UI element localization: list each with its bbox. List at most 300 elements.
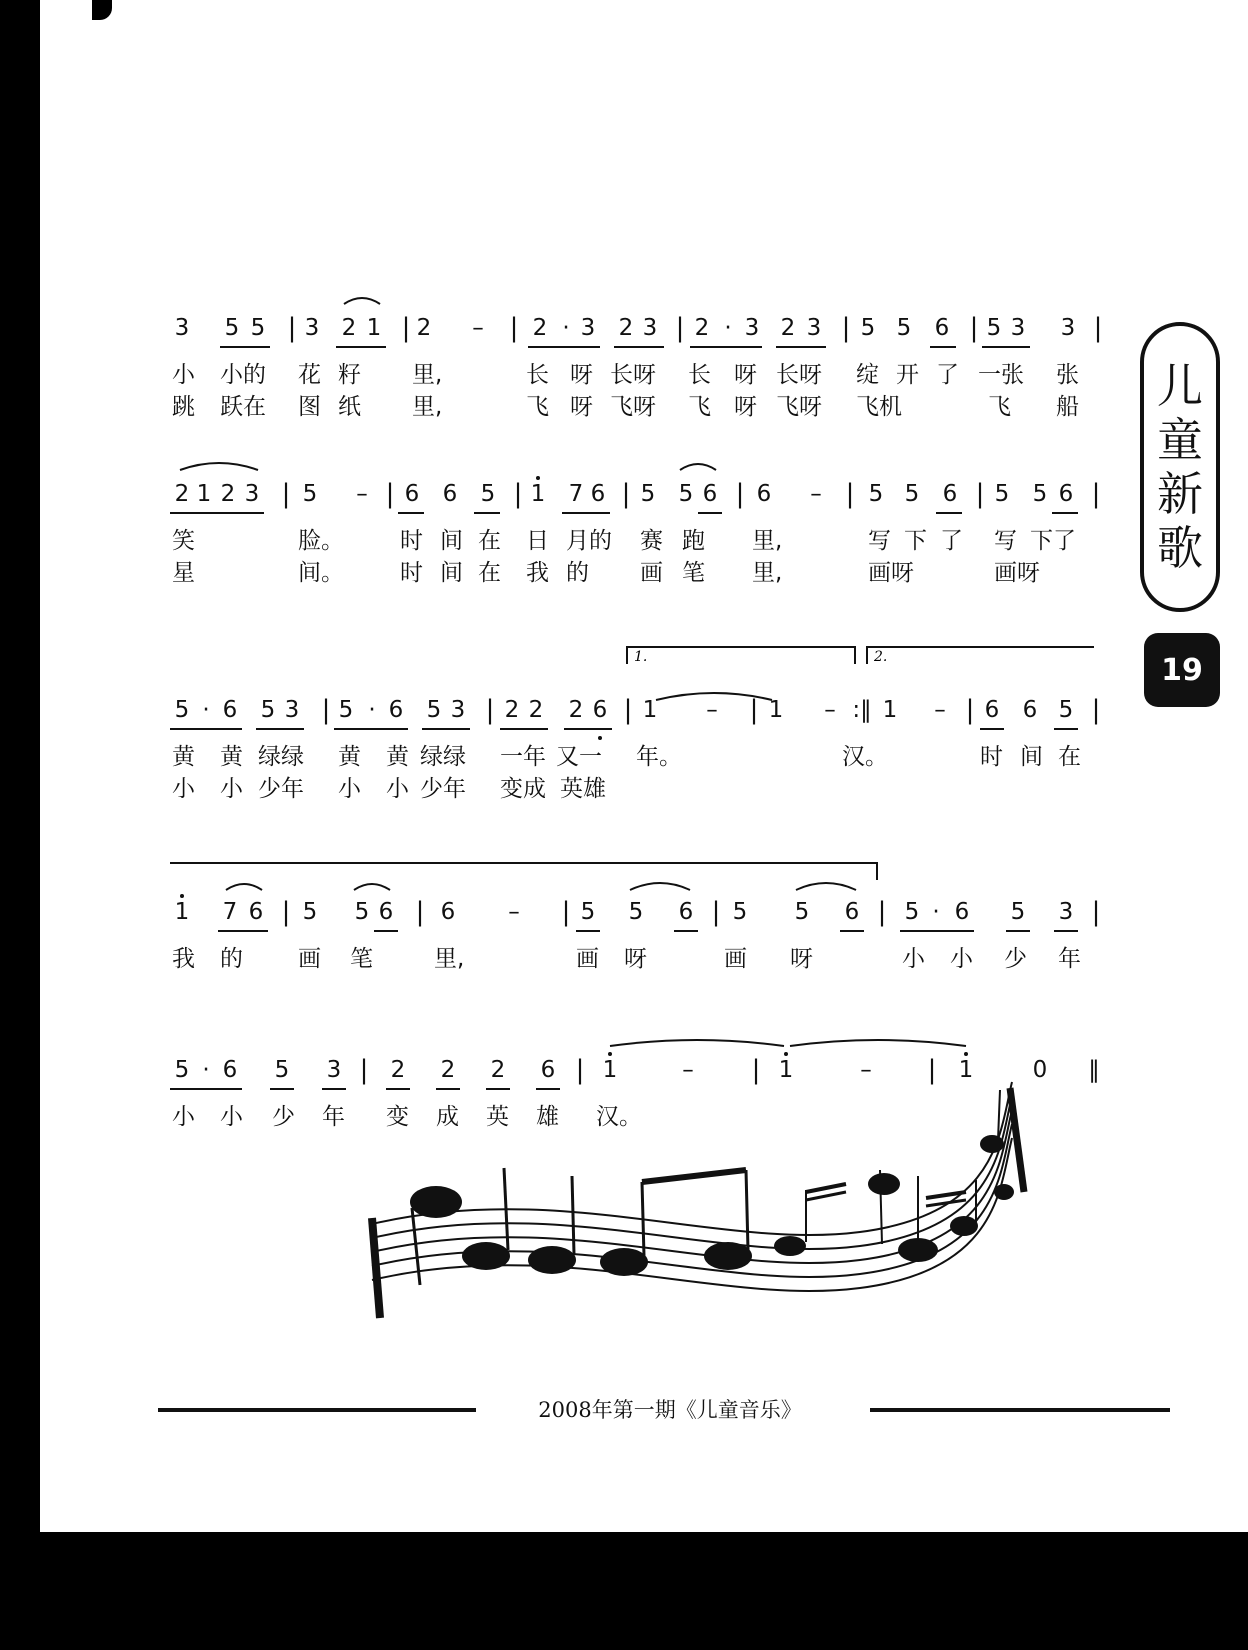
note-digit: 6	[442, 481, 458, 507]
note-digit: 3	[304, 315, 320, 341]
note-digit: 5	[274, 1057, 290, 1083]
note-digit: 5	[868, 481, 884, 507]
lyric-word: 里,	[752, 528, 783, 554]
beam-underline	[170, 1088, 242, 1090]
note-digit: 3	[580, 315, 596, 341]
slur-arc	[354, 884, 390, 890]
note-digit: 1	[366, 315, 382, 341]
bar-line: |	[485, 695, 495, 725]
note-digit: 5	[994, 481, 1010, 507]
lyric-word: 间	[440, 528, 463, 554]
lyric-word: 小	[950, 946, 973, 972]
notation-row	[0, 896, 1248, 936]
beam-underline	[1054, 728, 1078, 730]
lyric-word: 图	[298, 394, 321, 420]
lyric-word: 少年	[420, 776, 466, 802]
note-stem	[412, 1208, 420, 1285]
note-digit: 6	[984, 697, 1000, 723]
beam-underline	[422, 728, 470, 730]
lyric-word: 年。	[636, 744, 682, 770]
note-digit: 1	[642, 697, 658, 723]
note-digit: 6	[954, 899, 970, 925]
lyric-word: 一年	[500, 744, 546, 770]
lyric-word: 籽	[338, 362, 361, 388]
lyric-word: 的	[220, 946, 243, 972]
lyric-verse-row	[0, 392, 1248, 422]
note-digit: 6	[590, 481, 606, 507]
lyric-word: 开	[896, 362, 919, 388]
note-digit: 5	[260, 697, 276, 723]
note-digit: 5	[302, 481, 318, 507]
note-head	[704, 1242, 752, 1270]
note-digit: 2	[440, 1057, 456, 1083]
lyric-word: 雄	[536, 1104, 559, 1130]
note-digit: 6	[222, 1057, 238, 1083]
notation-row	[0, 478, 1248, 518]
note-digit: 6	[1058, 481, 1074, 507]
bar-line: |	[749, 695, 759, 725]
lyric-word: 小	[902, 946, 925, 972]
lyric-word: 飞呀	[610, 394, 656, 420]
note-digit: 5	[426, 697, 442, 723]
beam-underline	[334, 728, 408, 730]
note-digit: 3	[244, 481, 260, 507]
beam-underline	[398, 512, 424, 514]
lyric-word: 间	[440, 560, 463, 586]
note-digit: 2	[694, 315, 710, 341]
lyric-word: 笔	[350, 946, 373, 972]
note-digit: –	[472, 315, 484, 341]
note-head	[462, 1242, 510, 1270]
note-digit: 5	[338, 697, 354, 723]
lyric-word: 间	[1020, 744, 1043, 770]
beam-underline	[614, 346, 664, 348]
lyric-word: 画	[724, 946, 747, 972]
note-digit: :‖	[852, 697, 872, 723]
bar-line: |	[401, 313, 411, 343]
lyric-word: 了	[936, 362, 959, 388]
lyric-word: 英雄	[560, 776, 606, 802]
bar-line: |	[877, 897, 887, 927]
volta-first-ending	[626, 646, 856, 664]
bar-line: |	[623, 695, 633, 725]
bar-line: |	[385, 479, 395, 509]
bar-line: |	[513, 479, 523, 509]
lyric-word: 下	[904, 528, 927, 554]
note-digit: 6	[592, 697, 608, 723]
lyric-word: 长	[688, 362, 711, 388]
volta-continuation-line	[170, 862, 878, 864]
note-stem	[642, 1182, 644, 1256]
bar-line: |	[287, 313, 297, 343]
note-flag	[806, 1184, 846, 1192]
lyric-word: 长	[526, 362, 549, 388]
note-digit: 2	[220, 481, 236, 507]
volta-second-label: 2.	[874, 649, 888, 665]
note-digit: 3	[642, 315, 658, 341]
note-digit: 6	[934, 315, 950, 341]
note-digit: –	[810, 481, 822, 507]
octave-dot-above	[784, 1052, 788, 1056]
lyric-word: 跑	[682, 528, 705, 554]
lyric-word: 里,	[412, 394, 443, 420]
octave-dot-above	[536, 476, 540, 480]
beam-underline	[436, 1088, 460, 1090]
note-digit: 3	[450, 697, 466, 723]
beam-underline	[562, 512, 610, 514]
lyric-word: 里,	[412, 362, 443, 388]
bar-line: |	[965, 695, 975, 725]
lyric-word: 小	[338, 776, 361, 802]
lyric-word: 少	[1004, 946, 1027, 972]
lyric-word: 在	[478, 528, 501, 554]
lyric-word: 船	[1056, 394, 1079, 420]
lyric-word: 呀	[624, 946, 647, 972]
lyric-word: 飞	[688, 394, 711, 420]
note-digit: 6	[678, 899, 694, 925]
note-digit: 0	[1032, 1057, 1048, 1083]
note-digit: 6	[942, 481, 958, 507]
beam-underline	[536, 1088, 560, 1090]
note-digit: 5	[174, 697, 190, 723]
note-digit: 5	[1058, 697, 1074, 723]
lyric-word: 小的	[220, 362, 266, 388]
beam-underline	[220, 346, 270, 348]
note-digit: 6	[1022, 697, 1038, 723]
beam-underline	[386, 1088, 410, 1090]
lyric-word: 小	[386, 776, 409, 802]
note-digit: –	[824, 697, 836, 723]
notation-row	[0, 694, 1248, 734]
note-beam	[642, 1170, 746, 1182]
note-digit: ·	[368, 697, 376, 723]
note-digit: 7	[222, 899, 238, 925]
lyric-word: 汉。	[596, 1104, 642, 1130]
lyric-word: 小	[172, 776, 195, 802]
lyric-word: 长呀	[776, 362, 822, 388]
note-digit: 1	[778, 1057, 794, 1083]
lyric-word: 飞	[988, 394, 1011, 420]
bar-line: |	[359, 1055, 369, 1085]
note-digit: 2	[341, 315, 357, 341]
lyric-word: 呀	[570, 394, 593, 420]
note-head	[774, 1236, 806, 1256]
slur-arc	[610, 1040, 784, 1046]
lyric-word: 我	[526, 560, 549, 586]
note-digit: 1	[196, 481, 212, 507]
note-digit: 5	[904, 899, 920, 925]
bar-line: |	[969, 313, 979, 343]
lyric-verse-row	[0, 1102, 1248, 1132]
staff-barline-left	[372, 1218, 380, 1318]
lyric-word: 在	[478, 560, 501, 586]
note-digit: ‖	[1088, 1057, 1100, 1083]
bar-line: |	[575, 1055, 585, 1085]
note-digit: ·	[724, 315, 732, 341]
lyric-word: 时	[400, 528, 423, 554]
lyric-word: 的	[566, 560, 589, 586]
lyric-word: 黄	[338, 744, 361, 770]
note-digit: 6	[404, 481, 420, 507]
note-digit: 6	[248, 899, 264, 925]
note-digit: ·	[202, 1057, 210, 1083]
note-digit: 1	[530, 481, 546, 507]
lyric-word: 时	[400, 560, 423, 586]
note-digit: 6	[540, 1057, 556, 1083]
notation-row	[0, 312, 1248, 352]
lyric-word: 又一	[556, 744, 602, 770]
bar-line: |	[281, 897, 291, 927]
lyric-word: 笔	[682, 560, 705, 586]
lyric-word: 赛	[640, 528, 663, 554]
lyric-word: 一张	[978, 362, 1024, 388]
note-digit: 2	[390, 1057, 406, 1083]
lyric-word: 绽	[856, 362, 879, 388]
beam-underline	[336, 346, 386, 348]
lyric-word: 小	[220, 776, 243, 802]
note-digit: 3	[744, 315, 760, 341]
beam-underline	[528, 346, 600, 348]
note-digit: 5	[580, 899, 596, 925]
note-head	[980, 1135, 1004, 1153]
note-digit: 5	[986, 315, 1002, 341]
beam-underline	[474, 512, 500, 514]
note-flag	[806, 1192, 846, 1200]
lyric-word: 画呀	[994, 560, 1040, 586]
lyric-word: 写	[868, 528, 891, 554]
bar-line: |	[281, 479, 291, 509]
note-digit: 2	[532, 315, 548, 341]
note-digit: 2	[174, 481, 190, 507]
beam-underline	[690, 346, 762, 348]
lyric-word: 黄	[386, 744, 409, 770]
lyric-word: 飞	[526, 394, 549, 420]
slur-arc	[796, 883, 856, 890]
beam-underline	[322, 1088, 346, 1090]
lyric-word: 日	[526, 528, 549, 554]
lyric-word: 绿绿	[420, 744, 466, 770]
note-digit: 3	[284, 697, 300, 723]
slur-arc	[344, 298, 380, 304]
lyric-verse-row	[0, 742, 1248, 772]
note-digit: –	[934, 697, 946, 723]
note-digit: 6	[702, 481, 718, 507]
note-digit: 5	[174, 1057, 190, 1083]
notation-row	[0, 1054, 1248, 1094]
lyric-word: 间。	[298, 560, 344, 586]
note-digit: 2	[780, 315, 796, 341]
note-digit: –	[860, 1057, 872, 1083]
beam-underline	[170, 728, 242, 730]
beam-underline	[256, 728, 304, 730]
beam-underline	[776, 346, 826, 348]
note-digit: 1	[768, 697, 784, 723]
note-digit: 5	[250, 315, 266, 341]
note-digit: 1	[882, 697, 898, 723]
octave-dot-above	[608, 1052, 612, 1056]
lyric-word: 小	[172, 1104, 195, 1130]
lyric-word: 纸	[338, 394, 361, 420]
lyric-word: 飞机	[856, 394, 902, 420]
beam-underline	[564, 728, 612, 730]
lyric-word: 英	[486, 1104, 509, 1130]
beam-underline	[374, 930, 398, 932]
volta-first-label: 1.	[634, 649, 648, 665]
bar-line: |	[1091, 897, 1101, 927]
footer-caption: 2008年第一期《儿童音乐》	[538, 1398, 802, 1422]
note-digit: 5	[678, 481, 694, 507]
note-digit: 5	[354, 899, 370, 925]
side-title-char: 新	[1157, 467, 1203, 521]
note-digit: 5	[1010, 899, 1026, 925]
page-number: 19	[1144, 633, 1220, 707]
beam-underline	[500, 728, 548, 730]
note-digit: ·	[932, 899, 940, 925]
lyric-word: 笑	[172, 528, 195, 554]
lyric-word: 在	[1058, 744, 1081, 770]
lyric-word: 呀	[734, 394, 757, 420]
note-digit: 2	[528, 697, 544, 723]
note-digit: 3	[1060, 315, 1076, 341]
lyric-word: 张	[1056, 362, 1079, 388]
slur-arc	[680, 464, 716, 470]
lyric-word: 里,	[752, 560, 783, 586]
note-digit: ·	[562, 315, 570, 341]
lyric-verse-row	[0, 526, 1248, 556]
beam-underline	[698, 512, 722, 514]
note-digit: 3	[174, 315, 190, 341]
note-digit: 1	[958, 1057, 974, 1083]
lyric-word: 画	[576, 946, 599, 972]
beam-underline	[270, 1088, 294, 1090]
beam-underline	[170, 512, 264, 514]
beam-underline	[576, 930, 600, 932]
lyric-word: 时	[980, 744, 1003, 770]
lyric-word: 跃在	[220, 394, 266, 420]
lyric-word: 里,	[434, 946, 465, 972]
beam-underline	[1006, 930, 1030, 932]
note-digit: 5	[794, 899, 810, 925]
note-digit: –	[508, 899, 520, 925]
lyric-word: 跳	[172, 394, 195, 420]
lyric-word: 下了	[1030, 528, 1076, 554]
lyric-verse-row	[0, 774, 1248, 804]
bar-line: |	[711, 897, 721, 927]
note-digit: 5	[896, 315, 912, 341]
note-digit: 2	[490, 1057, 506, 1083]
note-digit: 1	[602, 1057, 618, 1083]
note-digit: 1	[174, 899, 190, 925]
volta-continuation-end	[876, 862, 878, 880]
beam-underline	[674, 930, 698, 932]
side-title-char: 童	[1157, 413, 1203, 467]
note-digit: 5	[224, 315, 240, 341]
bar-line: |	[751, 1055, 761, 1085]
bar-line: |	[509, 313, 519, 343]
note-digit: 6	[844, 899, 860, 925]
lyric-word: 年	[1058, 946, 1081, 972]
note-digit: 6	[756, 481, 772, 507]
note-digit: 6	[222, 697, 238, 723]
note-digit: 7	[568, 481, 584, 507]
beam-underline	[840, 930, 864, 932]
bar-line: |	[1091, 695, 1101, 725]
octave-dot-above	[180, 894, 184, 898]
beam-underline	[1052, 512, 1078, 514]
lyric-word: 星	[172, 560, 195, 586]
beam-underline	[900, 930, 974, 932]
note-digit: 5	[904, 481, 920, 507]
bar-line: |	[975, 479, 985, 509]
note-head	[994, 1184, 1014, 1200]
note-digit: 5	[732, 899, 748, 925]
note-digit: 2	[568, 697, 584, 723]
lyric-word: 呀	[734, 362, 757, 388]
lyric-word: 少	[272, 1104, 295, 1130]
lyric-word: 小	[172, 362, 195, 388]
lyric-word: 画	[298, 946, 321, 972]
bar-line: |	[841, 313, 851, 343]
lyric-word: 飞呀	[776, 394, 822, 420]
note-head	[410, 1186, 462, 1218]
lyric-word: 写	[994, 528, 1017, 554]
lyric-word: 小	[220, 1104, 243, 1130]
side-title-char: 儿	[1157, 359, 1203, 413]
bar-line: |	[675, 313, 685, 343]
lyric-word: 月的	[566, 528, 612, 554]
lyric-word: 少年	[258, 776, 304, 802]
bar-line: |	[1091, 479, 1101, 509]
beam-underline	[1054, 930, 1078, 932]
lyric-verse-row	[0, 360, 1248, 390]
slur-arc	[790, 1040, 966, 1046]
note-digit: –	[682, 1057, 694, 1083]
note-digit: 5	[628, 899, 644, 925]
note-digit: 3	[1058, 899, 1074, 925]
bar-line: |	[415, 897, 425, 927]
note-head	[600, 1248, 648, 1276]
note-stem	[746, 1170, 748, 1250]
lyric-word: 绿绿	[258, 744, 304, 770]
lyric-word: 黄	[172, 744, 195, 770]
lyric-word: 年	[322, 1104, 345, 1130]
slur-arc	[180, 463, 258, 470]
note-digit: 6	[378, 899, 394, 925]
lyric-word: 我	[172, 946, 195, 972]
lyric-word: 黄	[220, 744, 243, 770]
lyric-word: 变	[386, 1104, 409, 1130]
lyric-verse-row	[0, 944, 1248, 974]
note-digit: 6	[440, 899, 456, 925]
octave-dot-below	[598, 736, 602, 740]
lyric-word: 长呀	[610, 362, 656, 388]
lyric-word: 了	[940, 528, 963, 554]
note-head	[950, 1216, 978, 1236]
lyric-word: 成	[436, 1104, 459, 1130]
volta-second-ending	[866, 646, 1094, 664]
note-digit: 3	[806, 315, 822, 341]
note-digit: 3	[326, 1057, 342, 1083]
bar-line: |	[845, 479, 855, 509]
bar-line: |	[1093, 313, 1103, 343]
octave-dot-above	[964, 1052, 968, 1056]
lyric-word: 呀	[570, 362, 593, 388]
note-digit: ·	[202, 697, 210, 723]
note-digit: 3	[1010, 315, 1026, 341]
note-digit: –	[356, 481, 368, 507]
note-head	[528, 1246, 576, 1274]
note-digit: 5	[640, 481, 656, 507]
